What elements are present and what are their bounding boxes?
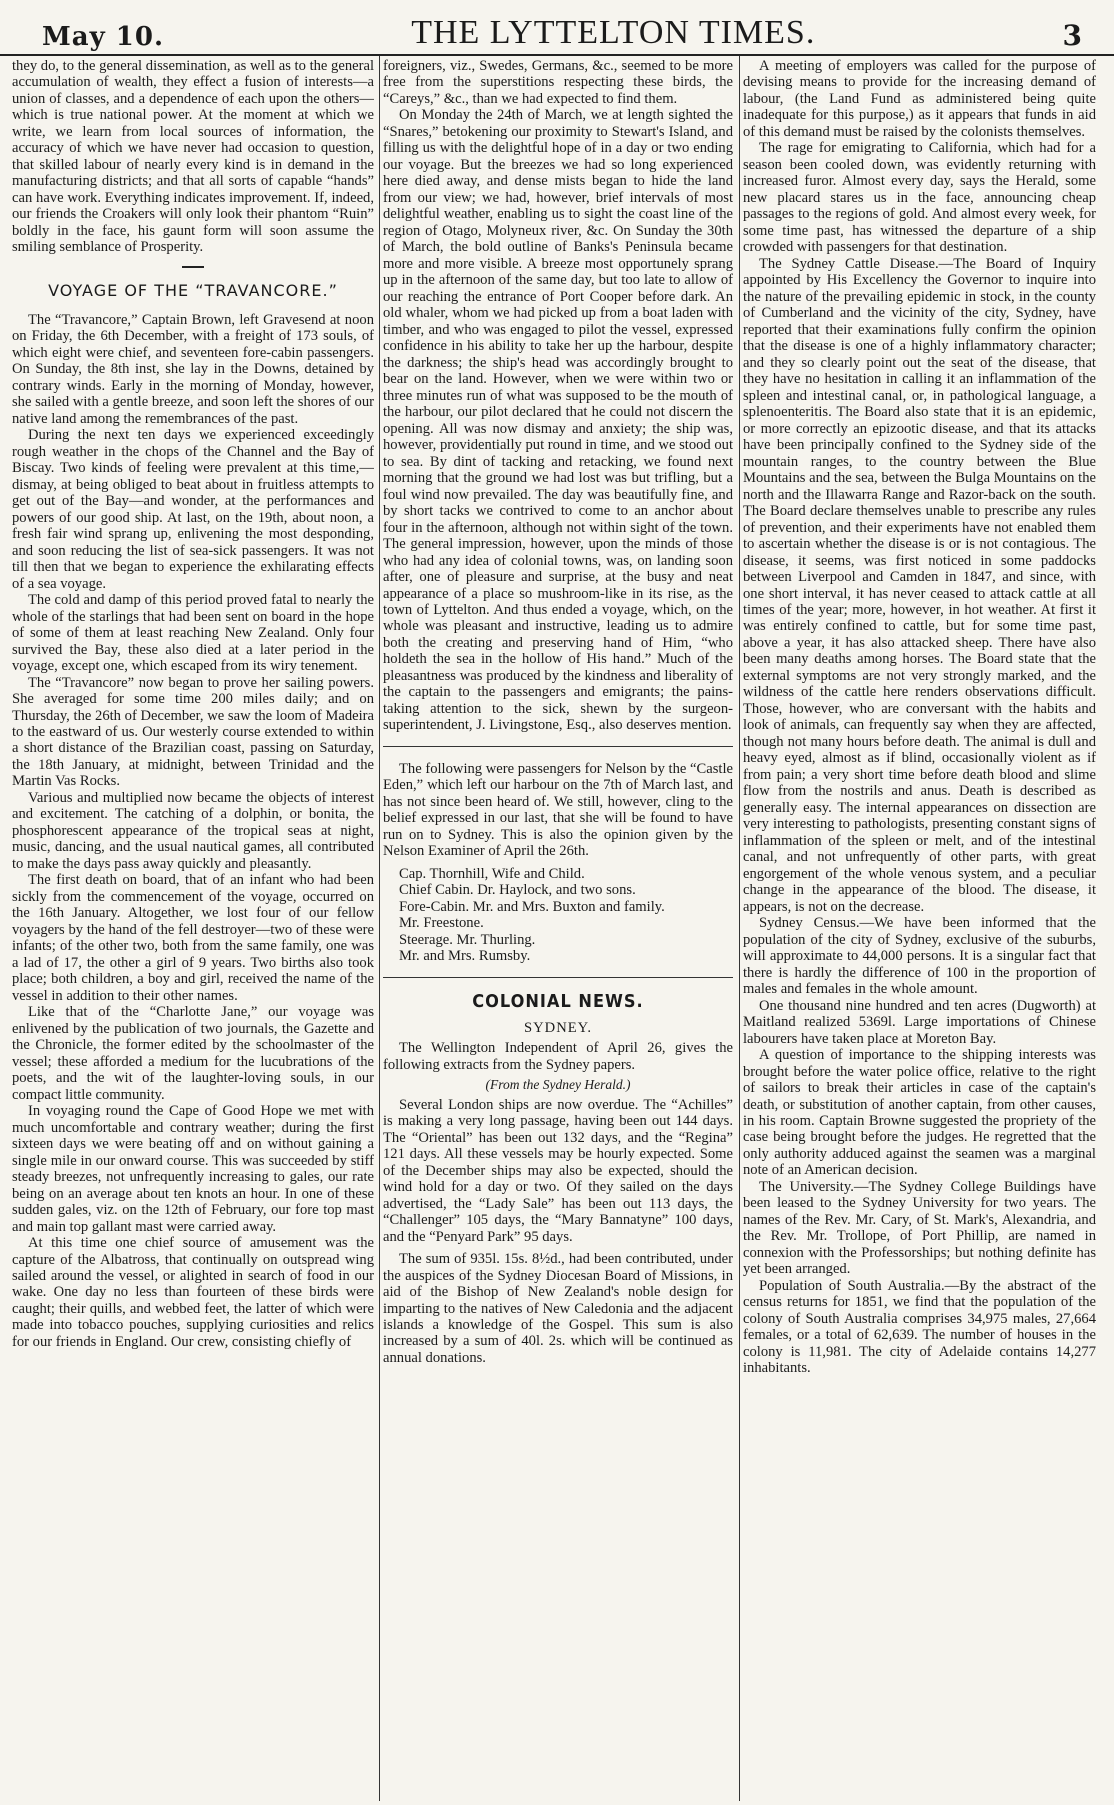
passenger-entry: Steerage. Mr. Thurling. [399,931,536,948]
passenger-entry: Fore-Cabin. Mr. and Mrs. Buxton and family. [399,898,665,915]
article-paragraph: The “Travancore” now began to prove her sailing powers. She averaged for some time 200 miles daily; and on Thursday, the 26th of December, we saw the loom of Madeira to the eastward of us. Our westerly course extended to within a short distance of the Brazilian coast, passing on Saturday, the 18th January, at midnight, between Trinidad and the Martin Vas Rocks. [12,674,374,790]
masthead [42,8,1082,52]
article-paragraph: they do, to the general dissemination, as well as to the general accumulation of wealth, they effect a fusion of interests—a union of classes, and a dependence of each upon the others—which is true national power. At the moment at which we write, we learn from local sources of information, the accuracy of which we have never had occasion to question, that skilled labour of nearly every kind is in demand in the manufacturing districts; and that all sorts of capable “hands” can have work. Everything indicates improvement. If, indeed, our friends the Croakers will only look their phantom “Ruin” boldly in the face, his gaunt form will soon assume the smiling semblance of Prosperity. [12,58,374,256]
article-heading: VOYAGE OF THE “TRAVANCORE.” [48,280,338,300]
page-number: 3 [1062,19,1082,52]
column-2 [383,58,733,1799]
article-paragraph: The University.—The Sydney College Buildings have been leased to the Sydney University for two years. The names of the Rev. Mr. Cary, of St. Mark's, Alexandria, and the Rev. Mr. Trollope, of Port Phillip, are named in connexion with the Professorships; but nothing definite has yet been arranged. [743,1178,1096,1278]
subsection-heading: SYDNEY. [524,1020,592,1036]
column-1 [12,58,374,1799]
article-paragraph: At this time one chief source of amusement was the capture of the Albatross, that continually on outspread wing sailed around the vessel, or alighted in search of food in our wake. One day no less than fourteen of these birds were caught; their quills, and webbed feet, the latter of which were made into tobacco pouches, supplying curiosities and relics for our friends in England. Our crew, consisting chiefly of [12,1235,374,1350]
article-paragraph: The Sydney Cattle Disease.—The Board of Inquiry appointed by His Excellency the Governor to inquire into the nature of the prevailing epidemic in stock, in the county of Cumberland and the vicinity of the city, Sydney, have reported that their examinations fully confirm the opinion that the disease is one of a highly inflammatory character; and they so clearly point out the seat of the disease, that they have no hesitation in calling it an inflammation of the spleen and intestinal canal, or, in pathological language, a splenoenteritis. The Board also state that it is an epidemic, or more correctly an epizootic disease, and that its attacks have been principally confined to the Sydney side of the mountain ranges, to the country between the Blue Mountains and the sea, between the Bulga Mountains on the north and the Illawarra Range and Razor-back on the south. The Board declare themselves unable to prescribe any rules of prevention, and their experiments have not enabled them to ascertain whether the disease is or is not contagious. The disease, it seems, was first noticed in some paddocks between Liverpool and Camden in 1847, and since, with one short interval, it has never ceased to attack cattle at all times of the year; more, however, in hot weather. At first it was entirely confined to cattle, but for some time past, above a year, it has also attacked sheep. There have also been many deaths among horses. The Board state that the external symptoms are not very strongly marked, and the wildness of the cattle here renders observations difficult. Those, however, who are conversant with the habits and look of animals, can frequently say when they are affected, though not many hours before death. The animal is dull and heavy eyed, almost as if blind, occasionally violent as if from pain; a very short time before death blood and slime flow from the nostrils and anus. Death is described as generally easy. The internal appearances on dissection are very interesting to pathologists, presenting constant signs of inflammation of the spleen or melt, and of the intestinal canal, and not unfrequently of other parts, with great engorgement of the whole venous system, and a peculiar change in the appearance of the blood. The disease, it appears, is not on the decrease. [743,255,1096,915]
section-rule [383,746,733,747]
article-paragraph: During the next ten days we experienced exceedingly rough weather in the chops of the Channel and the Bay of Biscay. Two kinds of feeling were prevalent at this time,—dismay, at being obliged to beat about in fruitless attempts to get out of the Bay—and wonder, at the performances and powers of our good ship. At last, on the 19th, about noon, a fresh fair wind sprang up, enlivening the most desponding, and soon reducing the list of sea-sick passengers. It was not till then that we began to experience the exhilarating effects of a sea voyage. [12,427,374,592]
passenger-list [383,866,733,965]
section-separator [182,266,204,268]
source-note: (From the Sydney Herald.) [485,1077,631,1093]
article-paragraph: One thousand nine hundred and ten acres (Dugworth) at Maitland realized 5369l. Large importations of Chinese labourers have taken place at Moreton Bay. [743,997,1096,1047]
article-paragraph: The Wellington Independent of April 26, gives the following extracts from the Sydney papers. [383,1040,733,1073]
issue-date: May 10. [42,22,165,52]
section-heading: COLONIAL NEWS. [472,990,644,1012]
passenger-entry: Chief Cabin. Dr. Haylock, and two sons. [399,882,636,899]
column-3 [743,58,1096,1799]
passenger-entry: Mr. and Mrs. Rumsby. [399,948,531,965]
article-paragraph: In voyaging round the Cape of Good Hope we met with much uncomfortable and contrary weather; during the first sixteen days we were beating off and on without gaining a single mile in our onward course. This was succeeded by stiff steady breezes, not unfrequently increasing to gales, our rate being on an average about ten knots an hour. In one of these sudden gales, viz. on the 12th of February, our fore top mast and main top gallant mast were carried away. [12,1103,374,1235]
article-paragraph: Various and multiplied now became the objects of interest and excitement. The catching of a dolphin, or bonita, the phosphorescent appearance of the tropical seas at night, music, dancing, and the usual nautical games, all contributed to make the days pass away quickly and pleasantly. [12,789,374,872]
article-paragraph: A question of importance to the shipping interests was brought before the water police office, relative to the right of sailors to break their articles in case of the captain's death, or substitution of another captain, from other causes, in his room. Captain Browne suggested the propriety of the case being brought before the judges. He regretted that the only authority adduced against the seamen was a marginal note of an American decision. [743,1047,1096,1179]
article-paragraph: The first death on board, that of an infant who had been sickly from the commencement of the voyage, occurred on the 16th January. Altogether, we lost four of our fellow voyagers by the hand of the fell destroyer—two of these were infants; of the other two, both from the same family, one was a lad of 17, the other a girl of 9 years. Two births also took place; both children, a boy and girl, received the name of the vessel in addition to their other names. [12,872,374,1004]
article-paragraph: The “Travancore,” Captain Brown, left Gravesend at noon on Friday, the 6th December, with a freight of 173 souls, of which eight were chief, and seventeen fore-cabin passengers. On Sunday, the 8th inst, she lay in the Downs, detained by contrary winds. Early in the morning of Monday, however, she sailed with a gentle breeze, and soon left the shores of our native land among the remembrances of the past. [12,311,374,427]
nelson-notice: The following were passengers for Nelson by the “Castle Eden,” which left our harbour on the 7th of March last, and has not since been heard of. We still, however, cling to the belief expressed in our last, that she will be found to have run on to Sydney. This is also the opinion given by the Nelson Examiner of April the 26th. [383,760,733,860]
article-paragraph: The sum of 935l. 15s. 8½d., had been contributed, under the auspices of the Sydney Diocesan Board of Missions, in aid of the Bishop of New Zealand's noble design for imparting to the natives of New Caledonia and the adjacent islands a knowledge of the Gospel. This sum is also increased by a sum of 40l. 2s. which will be continued as annual donations. [383,1251,733,1366]
newspaper-title: THE LYTTELTON TIMES. [411,14,816,51]
masthead-rule [0,54,1114,56]
article-paragraph: Like that of the “Charlotte Jane,” our voyage was enlivened by the publication of two journals, the Gazette and the Chronicle, the former edited by the schoolmaster of the vessel; these afforded a medium for the lucubrations of the poets, and the wit of the laughter-loving souls, in our compact little community. [12,1004,374,1103]
article-paragraph: Several London ships are now overdue. The “Achilles” is making a very long passage, having been out 144 days. The “Oriental” has been out 132 days, and the “Regina” 121 days. All these vessels may be hourly expected. Some of the December ships may also be expected, should the wind hold for a day or two. Of they sailed on the days advertised, the “Lady Sale” has been out 113 days, the “Challenger” 105 days, the “Mary Bannatyne” 100 days, and the “Penyard Park” 95 days. [383,1096,733,1245]
article-paragraph: foreigners, viz., Swedes, Germans, &c., seemed to be more free from the superstitions respecting these birds, the “Careys,” &c., than we had expected to find them. [383,58,733,107]
article-paragraph: The rage for emigrating to California, which had for a season been cooled down, was evidently returning with increased furor. Almost every day, says the Herald, some new placard stares us in the face, announcing cheap passages to the regions of gold. And almost every week, for some time past, has witnessed the departure of a ship crowded with passengers for that destination. [743,140,1096,256]
passenger-entry: Cap. Thornhill, Wife and Child. [399,865,585,882]
column-divider [739,56,740,1801]
article-paragraph: The cold and damp of this period proved fatal to nearly the whole of the starlings that had been sent on board in the hope of some of them at least reaching New Zealand. Only four survived the Bay, these also died at a later period in the voyage, except one, which escaped from its wiry tenement. [12,592,374,675]
article-paragraph: Population of South Australia.—By the abstract of the census returns for 1851, we find that the population of the colony of South Australia comprises 34,975 males, 27,664 females, or a total of 62,639. The number of houses in the colony is 11,981. The city of Adelaide contains 14,277 inhabitants. [743,1277,1096,1377]
article-paragraph: A meeting of employers was called for the purpose of devising means to provide for the increasing demand of labour, (the Land Fund as administered being quite inadequate for this purpose,) as it appears that funds in aid of this demand must be raised by the colonists themselves. [743,58,1096,140]
section-rule [383,977,733,978]
article-paragraph: On Monday the 24th of March, we at length sighted the “Snares,” betokening our proximity to Stewart's Island, and filling us with the delightful hope of in a day or two ending our voyage. But the breezes we had so long experienced here died away, and dense mists began to hide the land from our view; we had, however, brief intervals of most delightful weather, enabling us to sight the coast line of the region of Otago, Molyneux river, &c. On Sunday the 30th of March, the bold outline of Banks's Peninsula became more and more visible. A breeze most opportunely sprang up in the afternoon of the same day, but too late to allow of our reaching the entrance of Port Cooper before dark. An old whaler, whom we had picked up from a boat laden with timber, and who was engaged to pilot the vessel, expressed confidence in his ability to take her up the harbour, despite the darkness; the ship's head was accordingly brought to bear on the land. However, when we were within two or three minutes run of what was supposed to be the mouth of the harbour, our pilot declared that he could not discern the opening. All was now dismay and anxiety; the ship was, however, providentially put round in time, and we stood out to sea. By dint of tacking and retacking, we found next morning that the ground we had lost was but trifling, but a foul wind now prevailed. The day was beautifully fine, and by short tacks we contrived to come to an anchor about four in the afternoon, although not within sight of the town. The general impression, however, upon the minds of those who had any idea of colonial towns, was, on landing soon after, one of pleasure and surprise, at the busy and neat appearance of a place so mushroom-like in its rise, as the town of Lyttelton. And thus ended a voyage, which, on the whole was pleasant and instructive, leading us to admire both the creating and preserving hand of Him, “who holdeth the sea in the hollow of His hand.” Much of the pleasantness was produced by the kindness and liberality of the captain to the passengers and emigrants; the pains-taking attention to the sick, shewn by the surgeon-superintendent, J. Livingstone, Esq., also deserves mention. [383,107,733,734]
column-divider [379,56,380,1801]
passenger-entry: Mr. Freestone. [399,915,484,932]
article-paragraph: Sydney Census.—We have been informed that the population of the city of Sydney, exclusive of the suburbs, will approximate to 44,000 persons. It is a singular fact that there is hardly the difference of 100 in the proportion of males and females in the whole amount. [743,915,1096,998]
